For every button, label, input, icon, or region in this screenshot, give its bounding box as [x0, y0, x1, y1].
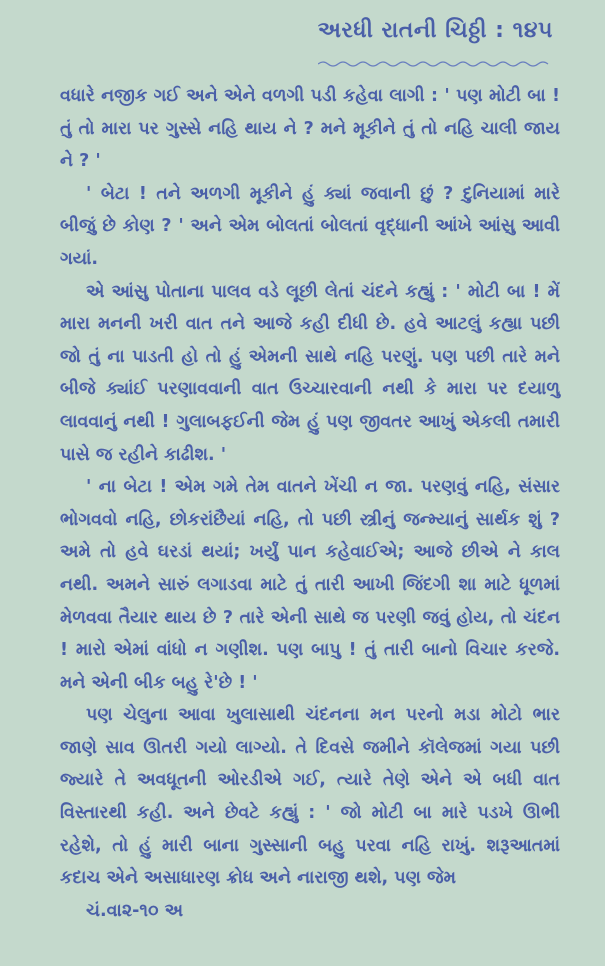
header-wavy-rule: [318, 58, 550, 70]
paragraph-4: ' ના બેટા ! એમ ગમે તેમ વાતને ખેંચી ન જા. પરણવું નહિ, સંસાર ભોગવવો નહિ, છોકરાંછૈયાં નહિ, તો પછી સ્ત્રીનું જન્મ્યાનું સાર્થક શું ? અમે તો હવે ઘરડાં થયાં; ખર્યું પાન કહેવાઈએ; આજે છીએ ને કાલ નથી. અમને સારું લગાડવા માટે તું તારી આખી જિંદગી શા માટે ધૂળમાં મેળવવા તૈયાર થાય છે ? તારે એની સાથે જ પરણી જવું હોય, તો ચંદન ! મારો એમાં વાંધો ન ગણીશ. પણ બાપુ ! તું તારી બાનો વિચાર કરજે. મને એની બીક બહુ રે'છે ! ': [60, 477, 560, 693]
paragraph-1: વધારે નજીક ગઈ અને એને વળગી પડી કહેવા લાગી : ' પણ મોટી બા ! તું તો મારા પર ગુસ્સે નહિ થાય ને ? મને મૂકીને તું તો નહિ ચાલી જાય ને ? ': [60, 86, 560, 172]
paragraph-2: ' બેટા ! તને અળગી મૂકીને હું ક્યાં જવાની છું ? દુનિયામાં મારે બીજું છે કોણ ? ' અને એમ બોલતાં બોલતાં વૃદ્ધાની આંખે આંસુ આવી ગયાં.: [60, 183, 560, 269]
paragraph-3: એ આંસુ પોતાના પાલવ વડે લૂછી લેતાં ચંદને કહ્યું : ' મોટી બા ! મેં મારા મનની ખરી વાત તને આજે કહી દીધી છે. હવે આટલું કહ્યા પછી જો તું ના પાડતી હો તો હું એમની સાથે નહિ પરણું. પણ પછી તારે મને બીજે ક્યાંઈ પરણાવવાની વાત ઉચ્ચારવાની નથી કે મારા પર દયાળુ લાવવાનું નથી ! ગુલાબફઈની જેમ હું પણ જીવતર આખું એકલી તમારી પાસે જ રહીને કાઢીશ. ': [60, 281, 560, 465]
page-body: [60, 80, 560, 927]
signature-mark: ચં.વા૨-૧૦ અ: [86, 900, 184, 921]
paragraph-5: પણ ચેલુના આવા ખુલાસાથી ચંદનના મન પરનો મડા મોટો ભાર જાણે સાવ ઊતરી ગયો લાગ્યો. તે દિવસે જમીને કૉલેજમાં ગયા પછી જ્યારે તે અવધૂતની ઓરડીએ ગઈ, ત્યારે તેણે એને એ બધી વાત વિસ્તારથી કહી. અને છેવટે કહ્યું : ' જો મોટી બા મારે પડખે ઊભી રહેશે, તો હું મારી બાના ગુસ્સાની બહુ પરવા નહિ રાખું. શરૂઆતમાં કદાચ એને અસાધારણ ક્રોધ અને નારાજી થશે, પણ જેમ: [60, 705, 560, 889]
running-header: અરધી રાતની ચિઠ્ઠી : ૧૪૫: [317, 18, 553, 43]
